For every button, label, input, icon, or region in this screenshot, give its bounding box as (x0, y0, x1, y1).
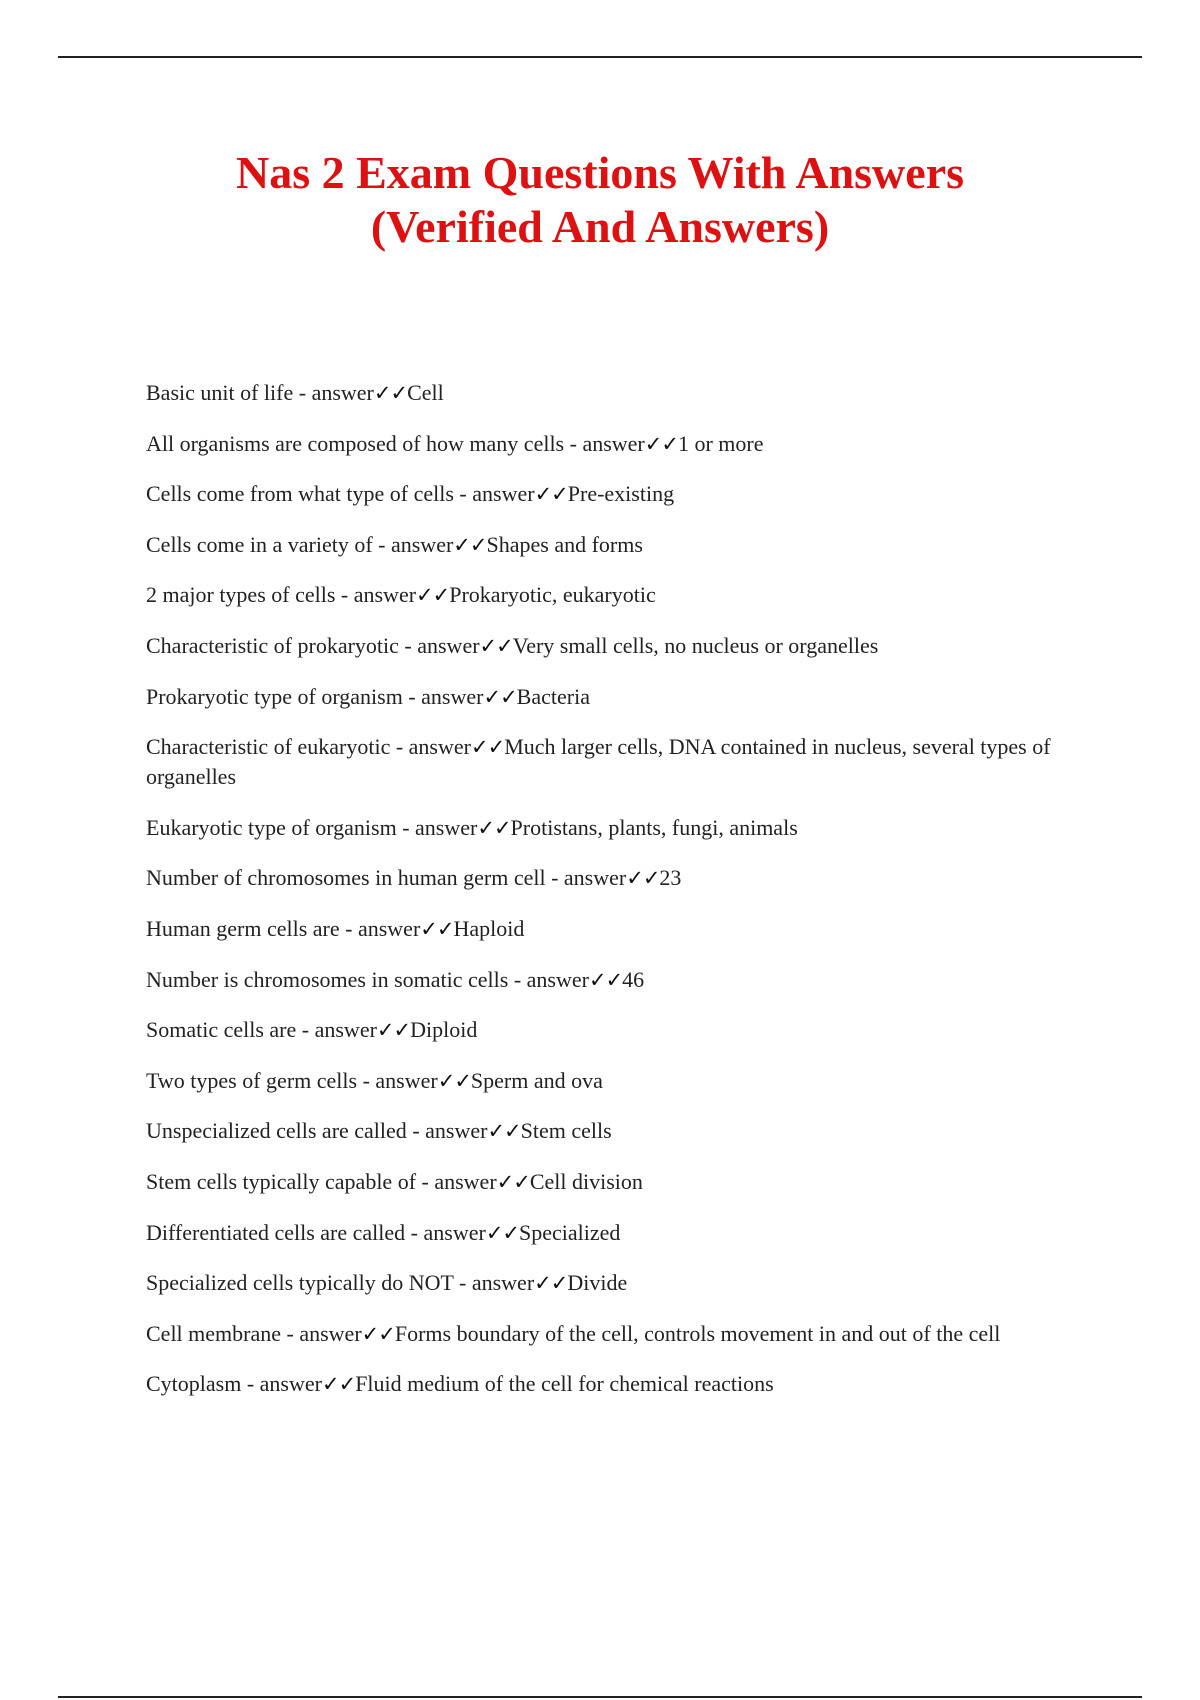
check-icon: ✓✓ (487, 1119, 521, 1144)
answer-label: answer (357, 915, 421, 941)
answer-text: Pre-existing (567, 481, 675, 507)
answer-text: Bacteria (516, 683, 590, 709)
qa-item (146, 1015, 1096, 1045)
answer-label: answer (472, 481, 535, 507)
answer-label: answer (425, 1118, 488, 1144)
qa-item (146, 378, 1096, 408)
question-text: Unspecialized cells are called (146, 1118, 407, 1144)
answer-text: Shapes and forms (486, 531, 643, 557)
question-text: Cells come in a variety of (146, 531, 373, 557)
question-text: Number of chromosomes in human germ cell (146, 865, 546, 891)
qa-item (146, 813, 1096, 843)
separator: - (545, 865, 564, 891)
check-icon: ✓✓ (483, 684, 517, 709)
qa-item (146, 1268, 1096, 1298)
check-icon: ✓✓ (477, 815, 511, 840)
qa-item (146, 530, 1096, 560)
check-icon: ✓✓ (416, 583, 450, 608)
answer-label: answer (563, 865, 627, 891)
qa-item (146, 1319, 1096, 1349)
check-icon: ✓✓ (437, 1068, 471, 1093)
answer-label: answer (353, 582, 417, 608)
separator: - (372, 531, 391, 557)
answer-text: Fluid medium of the cell for chemical reactions (355, 1371, 774, 1397)
answer-text: Cell division (529, 1168, 643, 1194)
answer-text: Protistans, plants, fungi, animals (510, 814, 798, 840)
answer-label: answer (375, 1067, 438, 1093)
question-text: Differentiated cells are called (146, 1219, 406, 1245)
answer-label: answer (311, 380, 374, 405)
qa-item (146, 1116, 1096, 1146)
check-icon: ✓✓ (534, 1271, 568, 1296)
answer-text: Prokaryotic, eukaryotic (449, 582, 656, 608)
separator: - (357, 1067, 376, 1093)
check-icon: ✓✓ (588, 967, 623, 992)
qa-item (146, 1369, 1096, 1399)
answer-label: answer (299, 1320, 362, 1346)
answer-label: answer (415, 814, 478, 840)
title-line-1: Nas 2 Exam Questions With Answers (235, 147, 965, 198)
question-text: Characteristic of eukaryotic (146, 734, 391, 760)
separator: - (406, 1118, 426, 1144)
check-icon: ✓✓ (376, 1018, 411, 1043)
answer-text: Divide (567, 1270, 628, 1296)
check-icon: ✓✓ (453, 532, 487, 557)
check-icon: ✓✓ (373, 381, 408, 405)
qa-item (146, 1218, 1096, 1248)
question-text: 2 major types of cells (146, 582, 336, 608)
answer-label: answer (526, 966, 589, 992)
check-icon: ✓✓ (626, 866, 660, 891)
question-text: All organisms are composed of how many cells (146, 430, 565, 456)
qa-item (146, 863, 1096, 893)
answer-label: answer (390, 531, 454, 557)
answer-text: Haploid (453, 915, 525, 941)
document-title (0, 146, 1200, 254)
qa-item (146, 631, 1096, 661)
answer-label: answer (314, 1017, 377, 1043)
answer-label: answer (408, 734, 471, 760)
answer-text: Very small cells, no nucleus or organelles (512, 632, 879, 658)
answer-text: 1 or more (677, 430, 764, 456)
check-icon: ✓✓ (496, 1169, 530, 1194)
qa-item (146, 732, 1096, 792)
question-text: Specialized cells typically do NOT (146, 1270, 454, 1296)
check-icon: ✓✓ (420, 916, 454, 941)
answer-text: Forms boundary of the cell, controls movement in and out of the cell (394, 1320, 1001, 1346)
question-text: Cytoplasm (146, 1371, 242, 1397)
answer-label: answer (259, 1371, 322, 1397)
answer-text: 46 (622, 966, 645, 992)
qa-item (146, 580, 1096, 610)
separator: - (508, 966, 527, 992)
answer-text: Much larger cells, DNA contained in nucleus, several types of organelles (146, 734, 1051, 790)
separator: - (453, 481, 473, 507)
separator: - (398, 632, 418, 658)
separator: - (396, 814, 416, 840)
separator: - (293, 380, 312, 405)
qa-list (146, 378, 1096, 1420)
qa-item (146, 682, 1096, 712)
answer-text: Specialized (519, 1219, 621, 1245)
separator: - (564, 430, 583, 456)
qa-item (146, 1066, 1096, 1096)
question-text: Cells come from what type of cells (146, 481, 454, 507)
check-icon: ✓✓ (470, 735, 505, 760)
check-icon: ✓✓ (321, 1372, 356, 1397)
header-rule (58, 56, 1142, 58)
separator: - (390, 734, 409, 760)
qa-item (146, 429, 1096, 459)
question-text: Cell membrane (146, 1320, 282, 1346)
answer-label: answer (471, 1270, 535, 1296)
answer-text: Diploid (410, 1017, 478, 1043)
separator: - (296, 1017, 315, 1043)
answer-label: answer (423, 1219, 486, 1245)
answer-label: answer (582, 430, 645, 456)
qa-item (146, 1167, 1096, 1197)
separator: - (339, 915, 358, 941)
question-text: Stem cells typically capable of (146, 1168, 417, 1194)
qa-item (146, 479, 1096, 509)
check-icon: ✓✓ (479, 633, 513, 658)
separator: - (405, 1219, 424, 1245)
check-icon: ✓✓ (485, 1220, 520, 1245)
separator: - (453, 1270, 472, 1296)
check-icon: ✓✓ (534, 482, 568, 507)
answer-text: Cell (407, 380, 444, 405)
answer-text: Sperm and ova (470, 1067, 603, 1093)
check-icon: ✓✓ (361, 1321, 395, 1346)
separator: - (241, 1371, 260, 1397)
answer-text: Stem cells (520, 1118, 612, 1144)
question-text: Eukaryotic type of organism (146, 814, 397, 840)
answer-label: answer (417, 632, 480, 658)
qa-item (146, 965, 1096, 995)
question-text: Characteristic of prokaryotic (146, 632, 399, 658)
separator: - (416, 1168, 435, 1194)
separator: - (335, 582, 354, 608)
title-line-2: (Verified And Answers) (370, 201, 830, 252)
answer-text: 23 (659, 865, 682, 891)
answer-label: answer (421, 683, 484, 709)
separator: - (402, 683, 422, 709)
question-text: Basic unit of life (146, 380, 294, 405)
qa-item (146, 914, 1096, 944)
question-text: Somatic cells are (146, 1017, 297, 1043)
question-text: Number is chromosomes in somatic cells (146, 966, 509, 992)
question-text: Two types of germ cells (146, 1067, 358, 1093)
check-icon: ✓✓ (644, 431, 678, 456)
answer-label: answer (434, 1168, 497, 1194)
question-text: Human germ cells are (146, 915, 340, 941)
separator: - (281, 1320, 300, 1346)
question-text: Prokaryotic type of organism (146, 683, 403, 709)
footer-rule (58, 1696, 1142, 1698)
